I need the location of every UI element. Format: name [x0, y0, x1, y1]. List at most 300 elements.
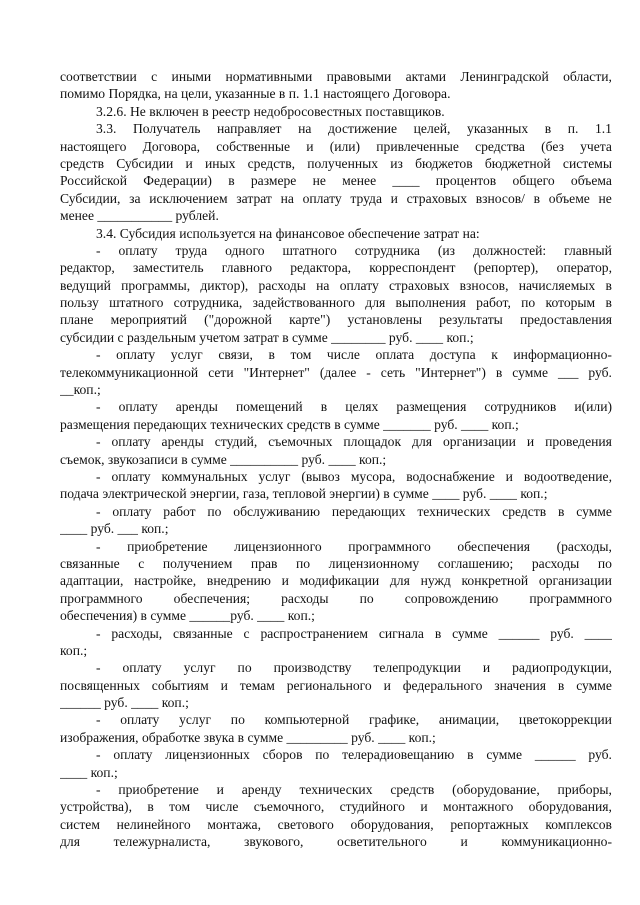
text-line	[60, 625, 612, 642]
word: средств	[390, 782, 435, 798]
text-line: ______ руб. ____ коп.;	[60, 695, 189, 711]
word: сопровождению	[404, 590, 499, 606]
word: аренды	[161, 434, 204, 450]
word: ведущий	[60, 277, 111, 293]
text-line: помимо Порядка, на цели, указанные в п. 1.1 настоящего Договора.	[60, 86, 451, 102]
word: площадок	[343, 434, 402, 450]
word: (репортер),	[473, 260, 539, 276]
word: связи,	[218, 347, 253, 363]
text-line	[60, 781, 612, 798]
word: мусора,	[350, 468, 396, 484]
word: осветительного	[337, 834, 427, 850]
word: радиопродукции,	[512, 660, 612, 676]
word: ("дорожной	[204, 312, 272, 328]
word: оборудования,	[350, 816, 434, 832]
text-line	[60, 538, 612, 555]
word: нужд	[420, 573, 451, 589]
word: организации	[538, 573, 612, 589]
word: Договора,	[142, 138, 201, 154]
word: тележурналиста,	[113, 834, 211, 850]
word: телепродукции	[373, 660, 461, 676]
word: мероприятий	[110, 312, 187, 328]
word: телекоммуникационной	[60, 364, 199, 380]
word: производству	[273, 660, 352, 676]
word: событиям	[151, 677, 209, 693]
word: оплату	[120, 712, 160, 728]
word: не	[312, 173, 326, 189]
word: расходы	[531, 555, 580, 571]
word: целях	[345, 399, 379, 415]
word: компьютерной	[264, 712, 350, 728]
word: в	[147, 799, 154, 815]
word: труда	[175, 242, 208, 258]
text-line: размещения передающих технических средств в сумме _______ руб. ____ коп.;	[60, 416, 519, 432]
word: 1.1	[594, 121, 612, 137]
word: распространением	[260, 625, 368, 641]
word: технических	[417, 503, 491, 519]
word: -	[96, 347, 101, 363]
word: услуг	[179, 712, 212, 728]
word: средств	[60, 155, 104, 171]
word: сумме	[486, 747, 523, 763]
word: в	[605, 277, 612, 293]
word: том	[290, 347, 312, 363]
word: в	[544, 121, 552, 137]
word: системы	[562, 155, 612, 171]
text-line	[60, 68, 612, 85]
word: студий,	[214, 434, 258, 450]
word: расходы,	[111, 625, 163, 641]
word: и	[383, 677, 391, 693]
word: оплату	[116, 347, 156, 363]
word: по	[230, 712, 245, 728]
word: том	[169, 799, 191, 815]
word: приборы,	[557, 782, 612, 798]
word: сумме	[452, 625, 488, 641]
word: полученных	[307, 155, 379, 171]
word: штатного	[109, 295, 164, 311]
text-line	[60, 259, 612, 276]
word: одного	[225, 242, 265, 258]
word: в	[557, 677, 565, 693]
text-line	[60, 798, 612, 815]
text-line: ____ коп.;	[60, 764, 118, 780]
word: по	[237, 660, 252, 676]
word: привлеченные	[376, 138, 459, 154]
word: области,	[563, 69, 612, 84]
text-line	[60, 120, 612, 137]
word: услуг	[258, 468, 291, 484]
word: оплату	[122, 660, 162, 676]
word: организации	[442, 434, 516, 450]
word: программы,	[121, 277, 191, 293]
word: сеть	[380, 364, 406, 380]
word: -	[96, 399, 101, 415]
word: актами	[405, 69, 447, 84]
word: на	[298, 121, 312, 137]
word: настоящего	[60, 138, 127, 154]
word: и	[216, 782, 224, 798]
word: ______	[498, 625, 540, 641]
word: услуг	[183, 660, 216, 676]
text-line	[60, 364, 612, 381]
word: -	[96, 712, 101, 728]
text-line	[60, 346, 612, 363]
word: сумме	[576, 677, 612, 693]
word: оплату	[339, 277, 379, 293]
word: (из	[437, 242, 456, 258]
word: съемочного,	[253, 799, 325, 815]
word: задействованного	[252, 295, 355, 311]
word: нелинейного	[116, 816, 191, 832]
word: оплату	[302, 190, 342, 206]
word: сигнала	[378, 625, 424, 641]
word: бюджетной	[484, 155, 551, 171]
word: оплату	[118, 242, 158, 258]
word: лицензионных	[165, 747, 250, 763]
word: -	[96, 747, 101, 763]
word: водоснабжение	[406, 468, 495, 484]
word: (без	[541, 138, 564, 154]
word: монтажного	[442, 799, 514, 815]
word: числе	[205, 799, 239, 815]
word: 3.3.	[96, 121, 117, 137]
word: прав	[250, 555, 278, 571]
word: аренды	[175, 399, 218, 415]
word: и	[505, 468, 513, 484]
word: средства	[475, 138, 525, 154]
word: услуг	[170, 347, 203, 363]
word: для	[60, 834, 80, 850]
word: корреспондент	[369, 260, 456, 276]
word: в	[605, 295, 612, 311]
word: главного	[221, 260, 273, 276]
word: -	[96, 468, 101, 484]
word: ____	[584, 625, 612, 641]
word: оператор,	[556, 260, 612, 276]
text-line	[60, 677, 612, 694]
word: ____	[392, 173, 420, 189]
word: по	[207, 503, 222, 519]
word: сети	[208, 364, 234, 380]
word: проведения	[545, 434, 612, 450]
word: для	[365, 295, 386, 311]
word: общего	[512, 173, 555, 189]
text-line: изображения, обработке звука в сумме _________ руб. ____ коп.;	[60, 729, 436, 745]
word: регионального	[286, 677, 372, 693]
word: -	[96, 625, 101, 641]
text-line	[60, 711, 612, 728]
word: (расходы,	[556, 538, 612, 554]
word: выполнения	[395, 295, 466, 311]
word: анимации,	[438, 712, 500, 728]
word: размере	[250, 173, 297, 189]
word: в	[495, 364, 503, 380]
word: руб.	[588, 364, 612, 380]
text-line	[60, 746, 612, 763]
text-line	[60, 659, 612, 676]
word: к	[491, 347, 498, 363]
word: объема	[570, 173, 612, 189]
word: (оборудование,	[452, 782, 540, 798]
word: страховых	[406, 190, 468, 206]
word: числе	[326, 347, 360, 363]
text-line: коп.;	[60, 642, 88, 658]
text-line	[60, 555, 612, 572]
word: целей,	[413, 121, 451, 137]
text-line: 3.4. Субсидия используется на финансовое обеспечение затрат на:	[96, 225, 480, 241]
word: программного	[348, 538, 431, 554]
word: съемочных	[268, 434, 333, 450]
word: монтажа,	[207, 816, 261, 832]
word: средств	[502, 503, 547, 519]
word: главный	[564, 242, 612, 258]
word: с	[243, 625, 250, 641]
word: из	[390, 155, 403, 171]
text-line	[60, 172, 612, 189]
word: в	[467, 747, 474, 763]
word: руб.	[588, 747, 612, 763]
word: взносов,	[459, 277, 509, 293]
word: оплату	[111, 434, 151, 450]
word: конкретной	[461, 573, 529, 589]
text-line: съемок, звукозаписи в сумме __________ руб. ____ коп.;	[60, 451, 387, 467]
word: штатного	[282, 242, 337, 258]
word: начисляемых	[518, 277, 596, 293]
word: Российской	[60, 173, 127, 189]
word: иными	[171, 69, 212, 84]
word: для	[412, 434, 432, 450]
word: -	[96, 503, 101, 519]
word: процентов	[435, 173, 497, 189]
word: "Интернет"	[243, 364, 310, 380]
word: оплату	[111, 468, 151, 484]
text-line: менее ___________ рублей.	[60, 208, 219, 224]
word: размещения	[396, 399, 467, 415]
word: и	[390, 190, 398, 206]
word: графике,	[368, 712, 420, 728]
word: нормативными	[225, 69, 313, 84]
word: приобретение	[127, 538, 208, 554]
word: оборудования,	[528, 799, 612, 815]
word: по	[359, 590, 374, 606]
word: значения	[494, 677, 547, 693]
text-line	[60, 590, 612, 607]
text-line	[60, 433, 612, 450]
word: с	[151, 69, 158, 84]
word: по	[315, 747, 330, 763]
word: взносов/	[475, 190, 525, 206]
word: -	[96, 660, 101, 676]
word: лицензионному	[328, 555, 420, 571]
word: обслуживанию	[233, 503, 321, 519]
word: посвященных	[60, 677, 140, 693]
document-page	[60, 68, 612, 851]
word: оплата	[375, 347, 415, 363]
word: работ	[163, 503, 196, 519]
text-line: обеспечения) в сумме ______руб. ____ коп.;	[60, 608, 315, 624]
word: темам	[239, 677, 275, 693]
word: "Интернет")	[415, 364, 486, 380]
text-line	[60, 833, 612, 850]
word: (или)	[329, 138, 361, 154]
word: страховых	[389, 277, 450, 293]
word: репортажных	[450, 816, 529, 832]
word: связанные	[173, 625, 233, 641]
word: систем	[60, 816, 100, 832]
word: и	[185, 155, 193, 171]
word: которым	[545, 295, 596, 311]
word: правовыми	[326, 69, 392, 84]
word: с	[138, 555, 145, 571]
word: плане	[60, 312, 94, 328]
word: по	[296, 555, 311, 571]
word: сотрудника	[354, 242, 420, 258]
word: объеме	[548, 190, 590, 206]
word: светового	[277, 816, 334, 832]
word: лицензионного	[234, 538, 322, 554]
text-line	[60, 277, 612, 294]
word: сборов	[262, 747, 303, 763]
word: цветокоррекции	[518, 712, 612, 728]
word: не	[598, 190, 612, 206]
word: обеспечения;	[173, 590, 251, 606]
word: помещений	[235, 399, 303, 415]
text-line	[60, 242, 612, 259]
word: получением	[162, 555, 233, 571]
word: диктор),	[200, 277, 249, 293]
word: (далее	[319, 364, 357, 380]
word: настройке,	[134, 573, 197, 589]
word: Субсидии,	[60, 190, 121, 206]
word: в	[268, 347, 275, 363]
word: Федерации)	[143, 173, 212, 189]
word: и(или)	[574, 399, 612, 415]
word: в	[533, 190, 541, 206]
word: оплату	[112, 503, 152, 519]
word: в	[558, 503, 565, 519]
word: водоотведение,	[523, 468, 612, 484]
word: комплексов	[545, 816, 612, 832]
word: ______	[534, 747, 576, 763]
word: ___	[557, 364, 579, 380]
word: указанных	[467, 121, 529, 137]
text-line	[60, 503, 612, 520]
word: аренду	[241, 782, 282, 798]
word: звукового,	[244, 834, 304, 850]
word: коммуникационно-	[501, 834, 612, 850]
word: -	[96, 538, 101, 554]
word: результаты	[439, 312, 503, 328]
word: внедрению	[206, 573, 271, 589]
word: заместитель	[132, 260, 204, 276]
word: затрат	[236, 190, 272, 206]
word: руб.	[550, 625, 574, 641]
word: для	[389, 573, 410, 589]
word: редактора,	[290, 260, 352, 276]
text-line	[60, 816, 612, 833]
word: соответствии	[60, 69, 137, 84]
word: иных	[204, 155, 236, 171]
word: п.	[567, 121, 579, 137]
word: модификации	[299, 573, 380, 589]
word: связанные	[60, 555, 120, 571]
word: информационно-	[513, 347, 612, 363]
word: -	[96, 242, 101, 258]
word: программного	[529, 590, 612, 606]
word: приобретение	[118, 782, 199, 798]
text-line: субсидии с раздельным учетом затрат в сумме ________ руб. ____ коп.;	[60, 329, 474, 345]
word: и	[281, 573, 289, 589]
word: собственные	[216, 138, 291, 154]
word: предоставления	[519, 312, 612, 328]
word: сумме	[576, 503, 612, 519]
word: в	[320, 399, 328, 415]
word: коммунальных	[161, 468, 248, 484]
word: обеспечения	[457, 538, 531, 554]
word: расходы	[258, 277, 306, 293]
word: расходы	[281, 590, 329, 606]
text-line	[60, 294, 612, 311]
word: по	[597, 555, 612, 571]
word: в	[228, 173, 235, 189]
word: труда	[350, 190, 382, 206]
word: -	[96, 782, 101, 798]
text-line	[60, 190, 612, 207]
word: карте")	[289, 312, 331, 328]
word: (вывоз	[301, 468, 340, 484]
word: работ,	[476, 295, 511, 311]
word: сумме	[512, 364, 548, 380]
word: по	[521, 295, 536, 311]
word: менее	[342, 173, 377, 189]
word: и	[460, 834, 468, 850]
word: и	[220, 677, 228, 693]
word: Субсидии	[116, 155, 174, 171]
word: передающих	[331, 503, 406, 519]
text-line	[60, 398, 612, 415]
word: учета	[580, 138, 612, 154]
text-line	[60, 155, 612, 172]
word: Получатель	[132, 121, 201, 137]
text-line	[60, 468, 612, 485]
word: устройства),	[60, 799, 132, 815]
word: сотрудника,	[173, 295, 243, 311]
word: достижение	[327, 121, 398, 137]
word: сотрудников	[484, 399, 557, 415]
text-line: 3.2.6. Не включен в реестр недобросовестных поставщиков.	[96, 103, 445, 119]
word: средств,	[247, 155, 296, 171]
word: Ленинградской	[460, 69, 549, 84]
word: -	[366, 364, 371, 380]
text-line: __коп.;	[60, 382, 101, 398]
word: должностей:	[472, 242, 547, 258]
word: пользу	[60, 295, 99, 311]
word: бюджетов	[415, 155, 473, 171]
text-line: ____ руб. ___ коп.;	[60, 521, 169, 537]
word: соглашению;	[437, 555, 514, 571]
word: оплату	[113, 747, 153, 763]
word: адаптации,	[60, 573, 124, 589]
word: и	[420, 799, 428, 815]
word: программного	[60, 590, 143, 606]
word: в	[434, 625, 442, 641]
word: направляет	[217, 121, 282, 137]
word: и	[306, 138, 314, 154]
word: на	[316, 277, 330, 293]
word: оплату	[118, 399, 158, 415]
word: технических	[299, 782, 373, 798]
